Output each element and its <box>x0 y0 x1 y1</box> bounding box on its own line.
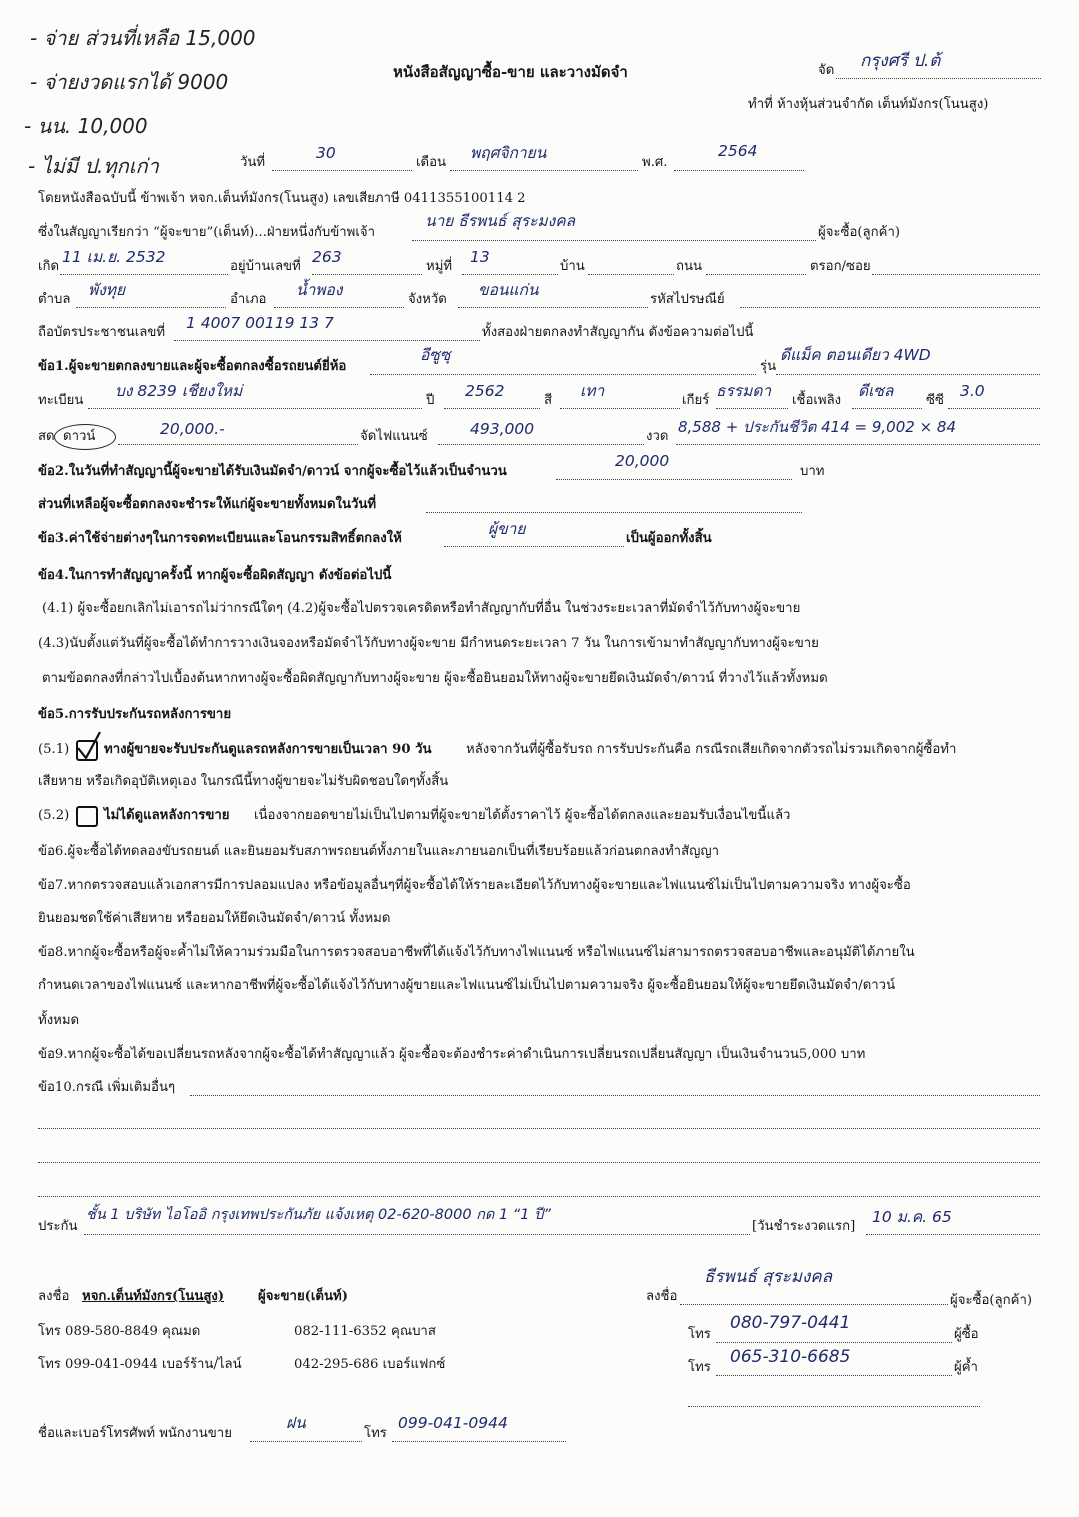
finance-amount: 493,000 <box>470 420 535 438</box>
clause-10-dots-2 <box>38 1128 1040 1129</box>
id-value: 1 4007 00119 13 7 <box>186 314 334 332</box>
day-value: 30 <box>316 144 336 162</box>
margin-note-first-payment: - จ่ายงวดแรกได้ 9000 <box>30 70 229 94</box>
finance-amount-label: จัดไฟแนนซ์ <box>360 429 428 444</box>
contact-1: โทร 089-580-8849 คุณมด <box>38 1324 201 1339</box>
clause-6: ข้อ6.ผู้จะซื้อได้ทดลองขับรถยนต์ และยินยอมรับสภาพรถยนต์ทั้งภายในและภายนอกเป็นที่เรียบร้อยแล้วก่อนตกลงทำสัญญา <box>38 844 720 859</box>
soi-label: ตรอก/ซอย <box>810 259 871 274</box>
finance-company: กรุงศรี ป.ต้ <box>860 51 941 71</box>
guarantor-phone: 065-310-6685 <box>730 1347 851 1367</box>
village-label: บ้าน <box>560 259 585 274</box>
clause-2-unit: บาท <box>800 464 825 479</box>
clause-5-2-no: (5.2) <box>38 808 70 823</box>
down-value: 20,000.- <box>160 420 225 438</box>
clause-10: ข้อ10.กรณี เพิ่มเติมอื่นๆ <box>38 1080 176 1095</box>
contact-3: โทร 099-041-0944 เบอร์ร้าน/ไลน์ <box>38 1357 242 1372</box>
finance-label: จัด <box>818 63 835 78</box>
car-fuel: ดีเซล <box>858 382 894 400</box>
tambon-value: พังทุย <box>88 281 126 299</box>
margin-note-no-old: - ไม่มี ป.ทุกเก่า <box>28 154 159 178</box>
id-tail: ทั้งสองฝ่ายตกลงทำสัญญากัน ดังข้อความต่อไปนี้ <box>482 325 754 340</box>
clause-3-who: ผู้ขาย <box>488 520 526 538</box>
clause-8b: กำหนดเวลาของไฟแนนซ์ และหากอาชีพที่ผู้จะซื้อได้แจ้งไว้กับทางผู้ขายและไฟแนนซ์ไม่เป็นไปตามความจริง ผู้จะซื้อยินยอมให้ผู้จะขายยึดเงินมัดจำ/ดาวน์ <box>38 978 896 993</box>
seller-sign-label: ลงชื่อ <box>38 1289 70 1304</box>
buyer-phone-role: ผู้ซื้อ <box>954 1327 979 1342</box>
car-model: ดีแม็ค ตอนเดียว 4WD <box>780 346 931 364</box>
salesperson-name: ฝน <box>286 1414 306 1432</box>
house-label: อยู่บ้านเลขที่ <box>230 259 301 274</box>
clause-5-1a: หลังจากวันที่ผู้ซื้อรับรถ การรับประกันคือ กรณีรถเสียเกิดจากตัวรถไม่รวมเกิดจากผู้ซื้อทำ <box>466 742 957 757</box>
clause-5-2-bold: ไม่ได้ดูแลหลังการขาย <box>104 808 230 823</box>
salesperson-label: ชื่อและเบอร์โทรศัพท์ พนักงานขาย <box>38 1426 232 1441</box>
postal-label: รหัสไปรษณีย์ <box>650 292 725 307</box>
first-payment-label: [วันชำระงวดแรก] <box>752 1219 856 1234</box>
clause-1-label: ข้อ1.ผู้จะขายตกลงขายและผู้จะซื้อตกลงซื้อรถยนต์ยี่ห้อ <box>38 359 347 374</box>
born-value: 11 เม.ย. 2532 <box>62 248 166 266</box>
fuel-label: เชื้อเพลิง <box>792 393 842 408</box>
month-value: พฤศจิกายน <box>470 144 547 162</box>
contract-place: ทำที่ ห้างหุ้นส่วนจำกัด เต็นท์มังกร(โนนสูง) <box>748 97 989 112</box>
tambon-label: ตำบล <box>38 292 71 307</box>
margin-note-balance: - จ่าย ส่วนที่เหลือ 15,000 <box>30 26 256 50</box>
province-value: ขอนแก่น <box>478 281 539 299</box>
intro-line-1: โดยหนังสือฉบับนี้ ข้าพเจ้า หจก.เต็นท์มังกร(โนนสูง) เลขเสียภาษี 0411355100114 2 <box>38 191 526 206</box>
road-label: ถนน <box>676 259 703 274</box>
model-label: รุ่น <box>760 359 777 374</box>
clause-7a: ข้อ7.หากตรวจสอบแล้วเอกสารมีการปลอมแปลง หรือข้อมูลอื่นๆที่ผู้จะซื้อได้ให้รายละเอียดไว้กับทางผู้จะขายและไฟแนนซ์ไม่เป็นไปตามความจริง ทางผู้จะซื้อ <box>38 878 911 893</box>
clause-7b: ยินยอมชดใช้ค่าเสียหาย หรือยอมให้ยึดเงินมัดจำ/ดาวน์ ทั้งหมด <box>38 911 391 926</box>
day-label: วันที่ <box>240 155 266 170</box>
guarantor-role: ผู้ค้ำ <box>954 1360 978 1375</box>
buyer-role: ผู้จะซื้อ(ลูกค้า) <box>950 1293 1032 1308</box>
contact-2: 082-111-6352 คุณบาส <box>294 1324 436 1339</box>
extra-phone-dots <box>688 1406 980 1407</box>
clause-9: ข้อ9.หากผู้จะซื้อได้ขอเปลี่ยนรถหลังจากผู้จะซื้อได้ทำสัญญาแล้ว ผู้จะซื้อจะต้องชำระค่าดำเนินการเปลี่ยนรถเปลี่ยนสัญญา เป็นเงินจำนวน5,000 บาท <box>38 1047 866 1062</box>
moo-value: 13 <box>470 248 490 266</box>
clause-8a: ข้อ8.หากผู้จะซื้อหรือผู้จะค้ำไม่ให้ความร่วมมือในการตรวจสอบอาชีพที่ได้แจ้งไว้กับทางไฟแนนซ์ หรือไฟแนนซ์ไม่สามารถตรวจสอบอาชีพและอนุมัติได้ภายใน <box>38 945 915 960</box>
car-brand: อีซูซุ <box>420 346 451 364</box>
buyer-phone: 080-797-0441 <box>730 1313 851 1333</box>
seller-role: ผู้จะขาย(เต็นท์) <box>258 1289 348 1304</box>
intro-line-2a: ซึ่งในสัญญาเรียกว่า “ผู้จะขาย”(เต็นท์)...ฝ่ายหนึ่งกับข้าพเจ้า <box>38 225 376 240</box>
intro-line-2b: ผู้จะซื้อ(ลูกค้า) <box>818 225 900 240</box>
no-warranty-checkbox[interactable] <box>76 806 98 827</box>
down-label: ดาวน์ <box>63 429 96 444</box>
month-label: เดือน <box>416 155 447 170</box>
amphoe-label: อำเภอ <box>230 292 267 307</box>
clause-4-3b: ตามข้อตกลงที่กล่าวไปเบื้องต้นหากทางผู้จะซื้อผิดสัญญากับทางผู้จะขาย ผู้จะซื้อยินยอมให้ทางผู้จะขายยึดเงินมัดจำ/ดาวน์ ที่วางไว้แล้วทั้งหมด <box>42 671 828 686</box>
born-label: เกิด <box>38 259 60 274</box>
car-reg: บง 8239 เชียงใหม่ <box>115 382 243 400</box>
clause-2: ข้อ2.ในวันที่ทำสัญญานี้ผู้จะขายได้รับเงินมัดจำ/ดาวน์ จากผู้จะซื้อไว้แล้วเป็นจำนวน <box>38 464 507 479</box>
insurance-dots <box>84 1234 750 1235</box>
clause-5-1a-bold: ทางผู้ขายจะรับประกันดูแลรถหลังการขายเป็นเวลา 90 วัน <box>104 742 432 757</box>
clause-3a: ข้อ3.ค่าใช้จ่ายต่างๆในการจดทะเบียนและโอนกรรมสิทธิ์ตกลงให้ <box>38 531 402 546</box>
clause-4-3a: (4.3)นับตั้งแต่วันที่ผู้จะซื้อได้ทำการวางเงินจองหรือมัดจำไว้กับทางผู้จะขาย มีกำหนดระยะเวลา 7 วัน ในการเข้ามาทำสัญญากับทางผู้จะขาย <box>38 636 819 651</box>
car-gear: ธรรมดา <box>716 382 772 400</box>
year-value: 2564 <box>718 142 758 160</box>
clause-5-head: ข้อ5.การรับประกันรถหลังการขาย <box>38 707 232 722</box>
margin-note-weight: - นน. 10,000 <box>24 114 148 138</box>
car-color: เทา <box>580 382 605 400</box>
clause-2b: ส่วนที่เหลือผู้จะซื้อตกลงจะชำระให้แก่ผู้จะขายทั้งหมดในวันที่ <box>38 497 377 512</box>
clause-5-1b: เสียหาย หรือเกิดอุบัติเหตุเอง ในกรณีนี้ทางผู้ขายจะไม่รับผิดชอบใดๆทั้งสิ้น <box>38 774 449 789</box>
clause-5-1-no: (5.1) <box>38 742 70 757</box>
clause-3b: เป็นผู้ออกทั้งสิ้น <box>626 531 712 546</box>
salesperson-phone-dots <box>392 1441 566 1442</box>
salesperson-phone: 099-041-0944 <box>398 1414 508 1432</box>
house-value: 263 <box>312 248 342 266</box>
guarantor-phone-dots <box>716 1375 952 1376</box>
clause-4-1: (4.1) ผู้จะซื้อยกเลิกไม่เอารถไม่ว่ากรณีใดๆ (4.2)ผู้จะซื้อไปตรวจเครดิตหรือทำสัญญากับที่อื่น ในช่วงระยะเวลาที่มัดจำไว้กับทางผู้จะขาย <box>42 601 801 616</box>
insurance-value: ชั้น 1 บริษัท ไอโออิ กรุงเทพประกันภัย แจ้งเหตุ 02-620-8000 กด 1 “1 ปี” <box>86 1207 551 1223</box>
insurance-label: ประกัน <box>38 1219 78 1234</box>
moo-label: หมู่ที่ <box>426 259 453 274</box>
year-label: พ.ศ. <box>642 155 668 170</box>
salesperson-dots <box>250 1441 362 1442</box>
buyer-sign-label: ลงชื่อ <box>646 1289 678 1304</box>
cc-label: ซีซี <box>926 393 944 408</box>
car-year-label: ปี <box>426 393 435 408</box>
car-cc: 3.0 <box>960 382 985 400</box>
install-label: งวด <box>646 429 669 444</box>
down-prefix: สด <box>38 429 55 444</box>
buyer-phone-label: โทร <box>688 1327 711 1342</box>
gear-label: เกียร์ <box>682 393 710 408</box>
installment: 8,588 + ประกันชีวิต 414 = 9,002 × 84 <box>678 418 956 436</box>
contact-4: 042-295-686 เบอร์แฟกซ์ <box>294 1357 446 1372</box>
clause-10-dots-3 <box>38 1162 1040 1163</box>
id-label: ถือบัตรประชาชนเลขที่ <box>38 325 166 340</box>
seller-name: หจก.เต็นท์มังกร(โนนสูง) <box>82 1289 225 1304</box>
salesperson-phone-label: โทร <box>364 1426 387 1441</box>
province-label: จังหวัด <box>408 292 447 307</box>
buyer-sign-dots <box>680 1304 948 1305</box>
first-payment-date: 10 ม.ค. 65 <box>872 1208 952 1226</box>
clause-10-dots-4 <box>38 1196 1040 1197</box>
clause-10-dots-1 <box>190 1095 1040 1096</box>
car-year: 2562 <box>465 382 505 400</box>
document-title: หนังสือสัญญาซื้อ-ขาย และวางมัดจำ <box>393 63 628 81</box>
amphoe-value: น้ำพอง <box>296 281 343 299</box>
clause-8c: ทั้งหมด <box>38 1013 80 1028</box>
buyer-name: นาย ธีรพนธ์ สุระมงคล <box>425 212 576 230</box>
car-color-label: สี <box>544 393 553 408</box>
clause-5-2: เนื่องจากยอดขายไม่เป็นไปตามที่ผู้จะขายได้ตั้งราคาไว้ ผู้จะซื้อได้ตกลงและยอมรับเงื่อนไขนี้แล้ว <box>254 808 791 823</box>
deposit-amount: 20,000 <box>615 452 670 470</box>
clause-4-head: ข้อ4.ในการทำสัญญาครั้งนี้ หากผู้จะซื้อผิดสัญญา ดังข้อต่อไปนี้ <box>38 568 392 583</box>
buyer-signature: ธีรพนธ์ สุระมงคล <box>704 1267 833 1287</box>
reg-label: ทะเบียน <box>38 393 84 408</box>
guarantor-phone-label: โทร <box>688 1360 711 1375</box>
buyer-phone-dots <box>716 1342 952 1343</box>
first-payment-dots <box>866 1234 1040 1235</box>
